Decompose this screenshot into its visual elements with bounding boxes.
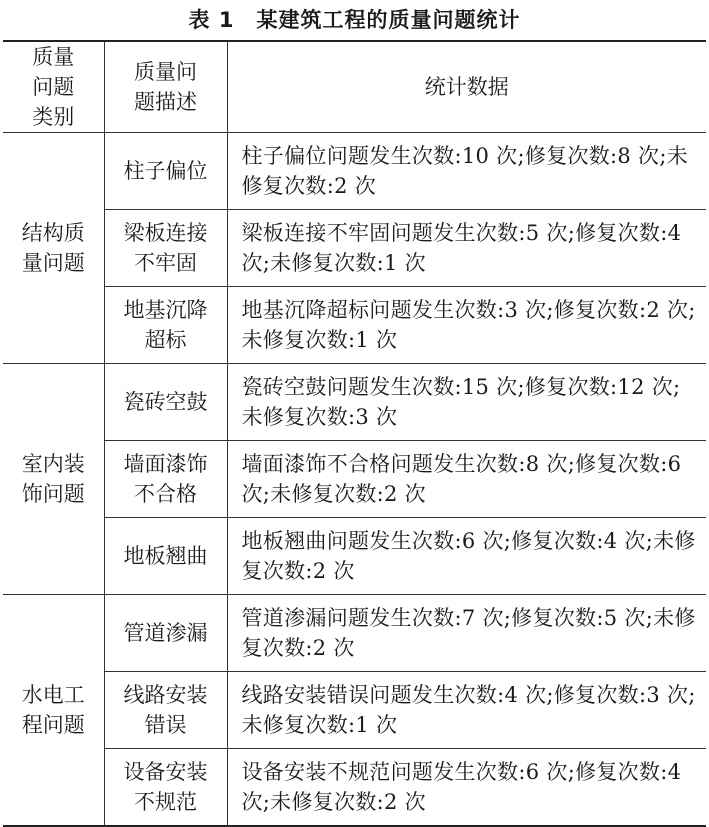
table-caption	[0, 4, 709, 34]
table-row	[3, 749, 706, 826]
header-statistics: 统计数据	[227, 41, 706, 133]
description-cell: 线路安装错误	[104, 672, 227, 749]
table-row	[3, 210, 706, 287]
category-cell: 水电工程问题	[3, 595, 104, 826]
description-cell: 地基沉降超标	[104, 287, 227, 364]
category-cell: 结构质量问题	[3, 133, 104, 364]
table-body	[3, 133, 706, 826]
category-cell: 室内装饰问题	[3, 364, 104, 595]
statistics-cell: 设备安装不规范问题发生次数:6 次;修复次数:4 次;未修复次数:2 次	[241, 759, 682, 814]
header-category: 质量问题类别	[3, 41, 104, 133]
table-row	[3, 518, 706, 595]
table-row	[3, 672, 706, 749]
header-description: 质量问题描述	[104, 41, 227, 133]
statistics-cell: 线路安装错误问题发生次数:4 次;修复次数:3 次;未修复次数:1 次	[227, 672, 706, 749]
description-cell: 柱子偏位	[104, 133, 227, 210]
statistics-cell: 地基沉降超标问题发生次数:3 次;修复次数:2 次;未修复次数:1 次	[227, 287, 706, 364]
header-row	[3, 41, 706, 133]
quality-issues-table	[3, 40, 706, 827]
description-cell: 管道渗漏	[104, 595, 227, 672]
description-cell: 墙面漆饰不合格	[104, 441, 227, 518]
statistics-cell: 瓷砖空鼓问题发生次数:15 次;修复次数:12 次;未修复次数:3 次	[227, 364, 706, 441]
statistics-cell: 地板翘曲问题发生次数:6 次;修复次数:4 次;未修复次数:2 次	[227, 518, 706, 595]
table-row	[3, 364, 706, 441]
statistics-cell: 管道渗漏问题发生次数:7 次;修复次数:5 次;未修复次数:2 次	[227, 595, 706, 672]
description-cell: 梁板连接不牢固	[104, 210, 227, 287]
table-number: 表 1	[188, 8, 235, 32]
description-cell: 设备安装不规范	[104, 749, 227, 826]
statistics-cell: 柱子偏位问题发生次数:10 次;修复次数:8 次;未修复次数:2 次	[227, 133, 706, 210]
statistics-cell: 墙面漆饰不合格问题发生次数:8 次;修复次数:6 次;未修复次数:2 次	[227, 441, 706, 518]
table-row	[3, 441, 706, 518]
table-row	[3, 133, 706, 210]
table-row	[3, 287, 706, 364]
statistics-cell: 梁板连接不牢固问题发生次数:5 次;修复次数:4 次;未修复次数:1 次	[227, 210, 706, 287]
description-cell: 瓷砖空鼓	[104, 364, 227, 441]
table-row	[3, 595, 706, 672]
description-cell: 地板翘曲	[104, 518, 227, 595]
table-title: 某建筑工程的质量问题统计	[256, 8, 521, 32]
